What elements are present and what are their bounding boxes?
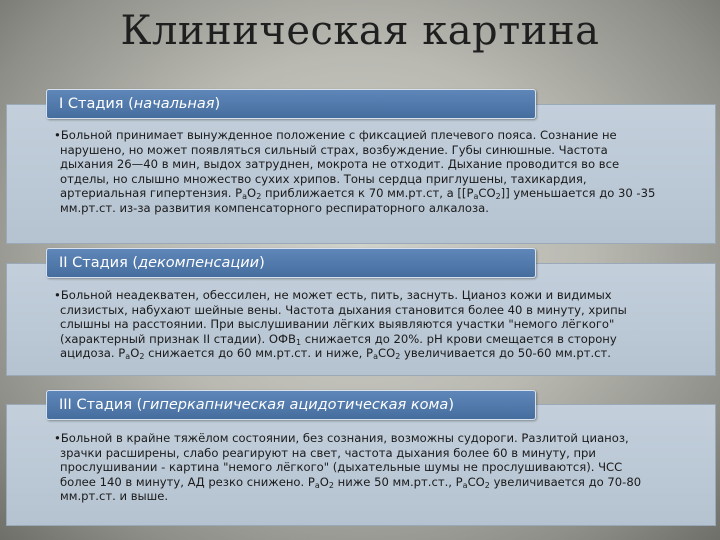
bullet: • xyxy=(54,431,61,445)
stage-1-phase: начальная xyxy=(133,96,215,112)
stage-2-header: II Стадия (декомпенсации) xyxy=(46,248,536,278)
stage-2-phase: декомпенсации xyxy=(138,255,260,271)
bullet: • xyxy=(54,128,61,142)
stage-3-header: III Стадия (гиперкапническая ацидотическая кома) xyxy=(46,390,536,420)
stage-3-text: •Больной в крайне тяжёлом состоянии, без сознания, возможны судороги. Разлитой цианоз, зрачки расширены, слабо реагируют на свет, частота дыхания более 60 в минуту, при прослушивании - картина "немого лёгкого" (дыхательные шумы не прослушиваются). ЧСС более 140 в минуту, АД резко снижено. $P_aO_2$ ниже 50 мм.рт.ст., $P_aCO_2$ увеличивается до 70-80 мм.рт.ст. и выше. xyxy=(54,431,642,504)
stage-2-name: II Стадия xyxy=(59,255,128,271)
stage-1-text: •Больной принимает вынужденное положение с фиксацией плечевого пояса. Сознание не нарушено, но может появляться сильный страх, возбуждение. Губы синюшные. Частота дыхания 26—40 в мин, выдох затруднен, мокрота не отходит. Дыхание проводится во все отделы, но слышно множество сухих хрипов. Тоны сердца приглушены, тахикардия, артериальная гипертензия. $P_aO_2$ приближается к 70 мм.рт.ст, а $[[P_aCO_2]]$ уменьшается до 30 -35 мм.рт.ст. из-за развития компенсаторного респираторного алкалоза. xyxy=(54,128,656,215)
stage-1-header: I Стадия (начальная) xyxy=(46,89,536,119)
stage-1-name: I Стадия xyxy=(59,96,124,112)
page-title: Клиническая картина xyxy=(120,8,600,54)
stage-2-text: •Больной неадекватен, обессилен, не может есть, пить, заснуть. Цианоз кожи и видимых слизистых, набухают шейные вены. Частота дыхания становится более 40 в минуту, хрипы слышны на расстоянии. При выслушивании лёгких выявляются участки "немого лёгкого" (характерный признак II стадии). $ОФВ_1$ снижается до 20%. pH крови смещается в сторону ацидоза. $P_aO_2$ снижается до 60 мм.рт.ст. и ниже, $P_aCO_2$ увеличивается до 50-60 мм.рт.ст. xyxy=(54,288,627,362)
stage-3-name: III Стадия xyxy=(59,397,133,413)
bullet: • xyxy=(54,288,61,302)
stage-3-phase: гиперкапническая ацидотическая кома xyxy=(142,397,449,413)
